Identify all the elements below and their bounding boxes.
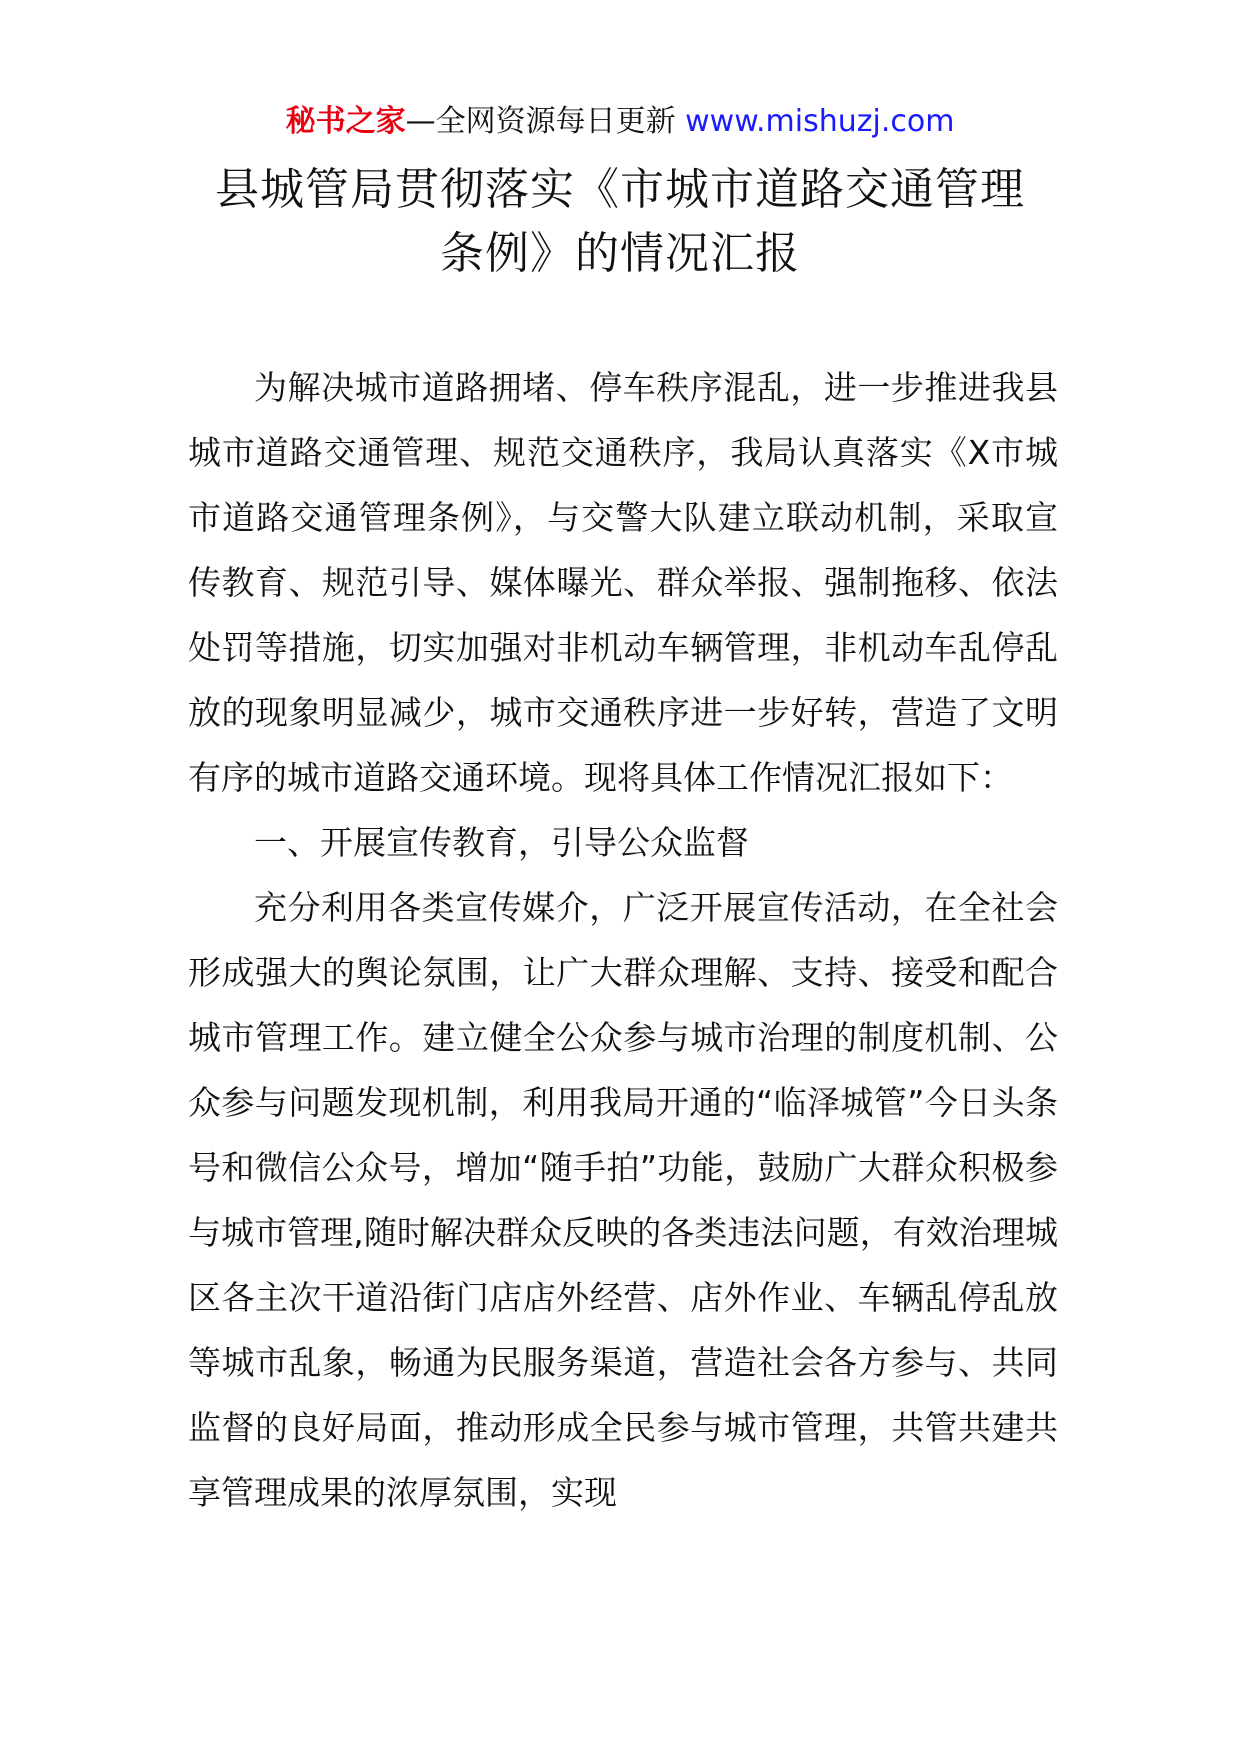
title-line-2: 条例》的情况汇报 bbox=[440, 228, 800, 279]
intro-paragraph: 为解决城市道路拥堵、停车秩序混乱，进一步推进我县城市道路交通管理、规范交通秩序，我局认真落实《X市城市道路交通管理条例》，与交警大队建立联动机制，采取宣传教育、规范引导、媒体曝光、群众举报、强制拖移、依法处罚等措施，切实加强对非机动车辆管理，非机动车乱停乱放的现象明显减少，城市交通秩序进一步好转，营造了文明有序的城市道路交通环境。现将具体工作情况汇报如下： bbox=[188, 368, 1058, 797]
document-title bbox=[160, 158, 1080, 286]
section-1-paragraph: 充分利用各类宣传媒介，广泛开展宣传活动，在全社会形成强大的舆论氛围，让广大群众理解、支持、接受和配合城市管理工作。建立健全公众参与城市治理的制度机制、公众参与问题发现机制，利用我局开通的“临泽城管”今日头条号和微信公众号，增加“随手拍”功能，鼓励广大群众积极参与城市管理,随时解决群众反映的各类违法问题，有效治理城区各主次干道沿街门店店外经营、店外作业、车辆乱停乱放等城市乱象，畅通为民服务渠道，营造社会各方参与、共同监督的良好局面，推动形成全民参与城市管理，共管共建共享管理成果的浓厚氛围，实现 bbox=[188, 888, 1058, 1512]
title-line-1: 县城管局贯彻落实《市城市道路交通管理 bbox=[215, 164, 1025, 215]
site-url-link[interactable]: www.mishuzj.com bbox=[685, 104, 955, 139]
site-header bbox=[0, 102, 1240, 142]
site-brand: 秘书之家 bbox=[285, 104, 406, 139]
document-body bbox=[188, 355, 1058, 1525]
site-tagline: —全网资源每日更新 bbox=[405, 104, 676, 139]
section-heading-1: 一、开展宣传教育，引导公众监督 bbox=[254, 823, 749, 862]
